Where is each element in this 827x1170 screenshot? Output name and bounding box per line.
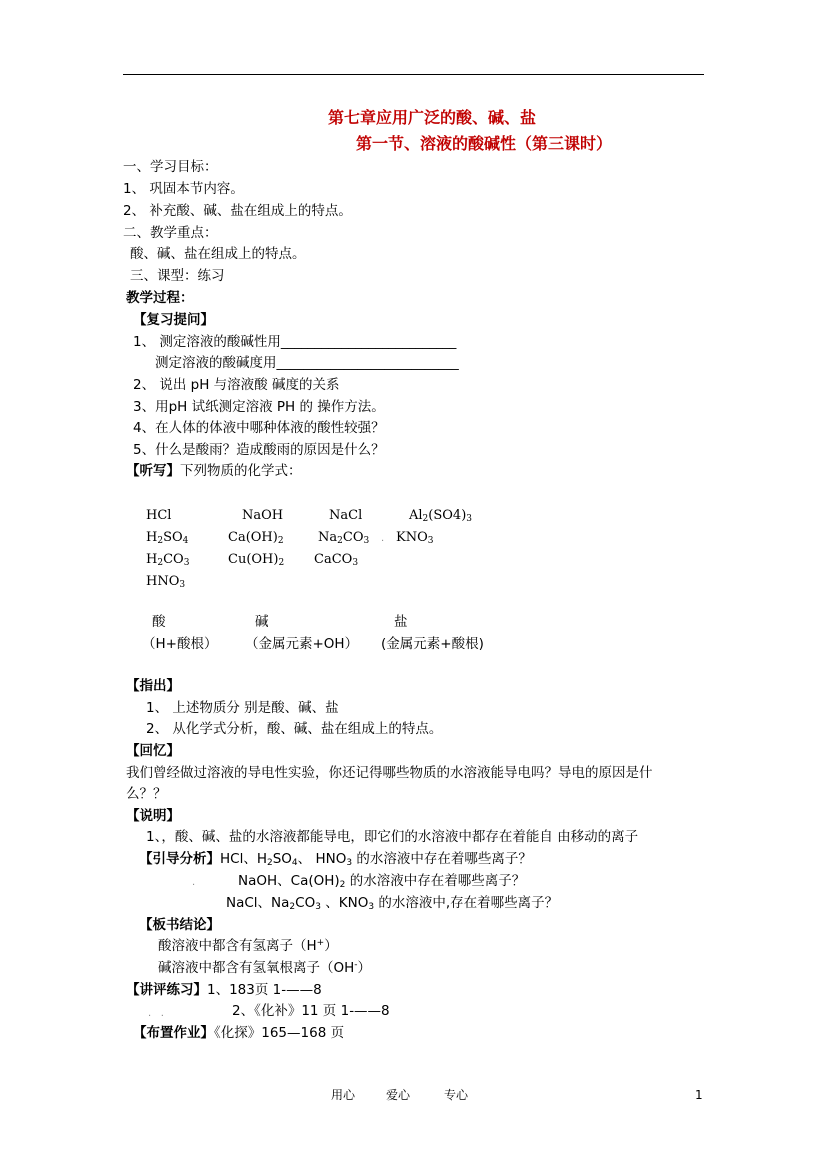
class-base: 碱 <box>255 614 269 630</box>
formula-h2so4: $H_2SO_4$ <box>146 530 189 546</box>
explain-text: 1、，酸、碱、盐的水溶液都能导电，即它们的水溶液中都存在着能自 由移动的离子 <box>146 829 639 845</box>
formula-h2co3: $H_2CO_3$ <box>146 552 190 568</box>
question-1: 1、 测定溶液的酸碱性用__________________________ <box>133 334 457 350</box>
formula-hcl: HCl <box>146 508 172 523</box>
stray-dot: . . <box>148 1008 164 1019</box>
formula-kno3: $KNO_3$ <box>396 530 434 546</box>
guide-line-2: NaOH、$Ca(OH)_2$ 的水溶液中存在着哪些离子？ <box>238 873 526 890</box>
point-heading: 【指出】 <box>126 678 180 694</box>
section-heading-goals: 一、学习目标： <box>123 159 218 175</box>
chapter-title: 第七章应用广泛的酸、碱、盐 <box>328 108 537 127</box>
footer-text: 用心 <box>331 1088 356 1102</box>
recall-text: 我们曾经做过溶液的导电性实验，你还记得哪些物质的水溶液能导电吗？导电的原因是什 <box>126 765 653 781</box>
process-heading: 教学过程： <box>126 290 194 306</box>
stray-dot: . <box>381 533 385 544</box>
goal-item: 1、 巩固本节内容。 <box>123 181 244 197</box>
recall-heading: 【回忆】 <box>126 743 180 759</box>
header-rule <box>123 74 704 75</box>
review-heading: 【复习提问】 <box>133 312 214 328</box>
homework-line: 【布置作业】《化探》165—168 页 <box>133 1025 345 1041</box>
formula-naoh: NaOH <box>242 508 284 523</box>
recall-text: 么？？ <box>126 786 167 802</box>
formula-hno3: $HNO_3$ <box>146 574 186 590</box>
section-heading-type: 三、课型：练习 <box>130 268 225 284</box>
question-3: 3、用pH 试纸测定溶液 PH 的 操作方法。 <box>133 399 385 415</box>
formula-caoh2: $Ca(OH)_2$ <box>228 530 284 546</box>
section-title: 第一节、溶液的酸碱性（第三课时） <box>356 134 613 153</box>
point-item: 2、 从化学式分析，酸、碱、盐在组成上的特点。 <box>146 721 443 737</box>
formula-nacl: NaCl <box>329 508 363 523</box>
question-1b: 测定溶液的酸碱度用___________________________ <box>155 355 459 371</box>
formula-na2co3: $Na_2CO_3$ <box>318 530 370 546</box>
explain-heading: 【说明】 <box>126 808 180 824</box>
question-4: 4、在人体的体液中哪种体液的酸性较强？ <box>133 420 385 436</box>
section-heading-key: 二、教学重点： <box>123 225 218 241</box>
stray-dot: . <box>192 877 196 888</box>
key-point: 酸、碱、盐在组成上的特点。 <box>130 246 306 262</box>
board-conclusion-acid: 酸溶液中都含有氢离子（H+） <box>158 938 338 954</box>
formula-cuoh2: $Cu(OH)_2$ <box>228 552 285 568</box>
practice-line-1: 【讲评练习】1、183页 1-——8 <box>126 982 322 998</box>
class-base-def: （金属元素+OH） <box>245 636 359 652</box>
dictation-line: 【听写】下列物质的化学式： <box>126 463 302 479</box>
board-heading: 【板书结论】 <box>139 917 220 933</box>
class-acid-def: （H+酸根） <box>142 636 218 652</box>
practice-line-2: 2、《化补》11 页 1-——8 <box>232 1003 390 1019</box>
board-conclusion-base: 碱溶液中都含有氢氧根离子（OH-） <box>158 960 372 976</box>
formula-caco3: CaCO$_3$ <box>314 552 359 568</box>
footer-text: 爱心 <box>386 1088 411 1102</box>
class-salt-def: (金属元素+酸根) <box>381 636 484 652</box>
question-2: 2、 说出 pH 与溶液酸 碱度的关系 <box>133 377 340 393</box>
goal-item: 2、 补充酸、碱、盐在组成上的特点。 <box>123 203 352 219</box>
class-acid: 酸 <box>152 614 166 630</box>
guide-line-1: 【引导分析】HCl、$H_2SO_4$、 $HNO_3$ 的水溶液中存在着哪些离子？ <box>139 851 532 868</box>
class-salt: 盐 <box>394 614 408 630</box>
formula-al2so43: $Al_2(SO4)_3$ <box>409 508 472 524</box>
question-5: 5、什么是酸雨？造成酸雨的原因是什么？ <box>133 442 385 458</box>
page-number: 1 <box>695 1088 703 1102</box>
footer-text: 专心 <box>444 1088 469 1102</box>
point-item: 1、 上述物质分 别是酸、碱、盐 <box>146 700 339 716</box>
guide-line-3: NaCl、$Na_2CO_3$ 、$KNO_3$ 的水溶液中,存在着哪些离子？ <box>226 895 559 912</box>
